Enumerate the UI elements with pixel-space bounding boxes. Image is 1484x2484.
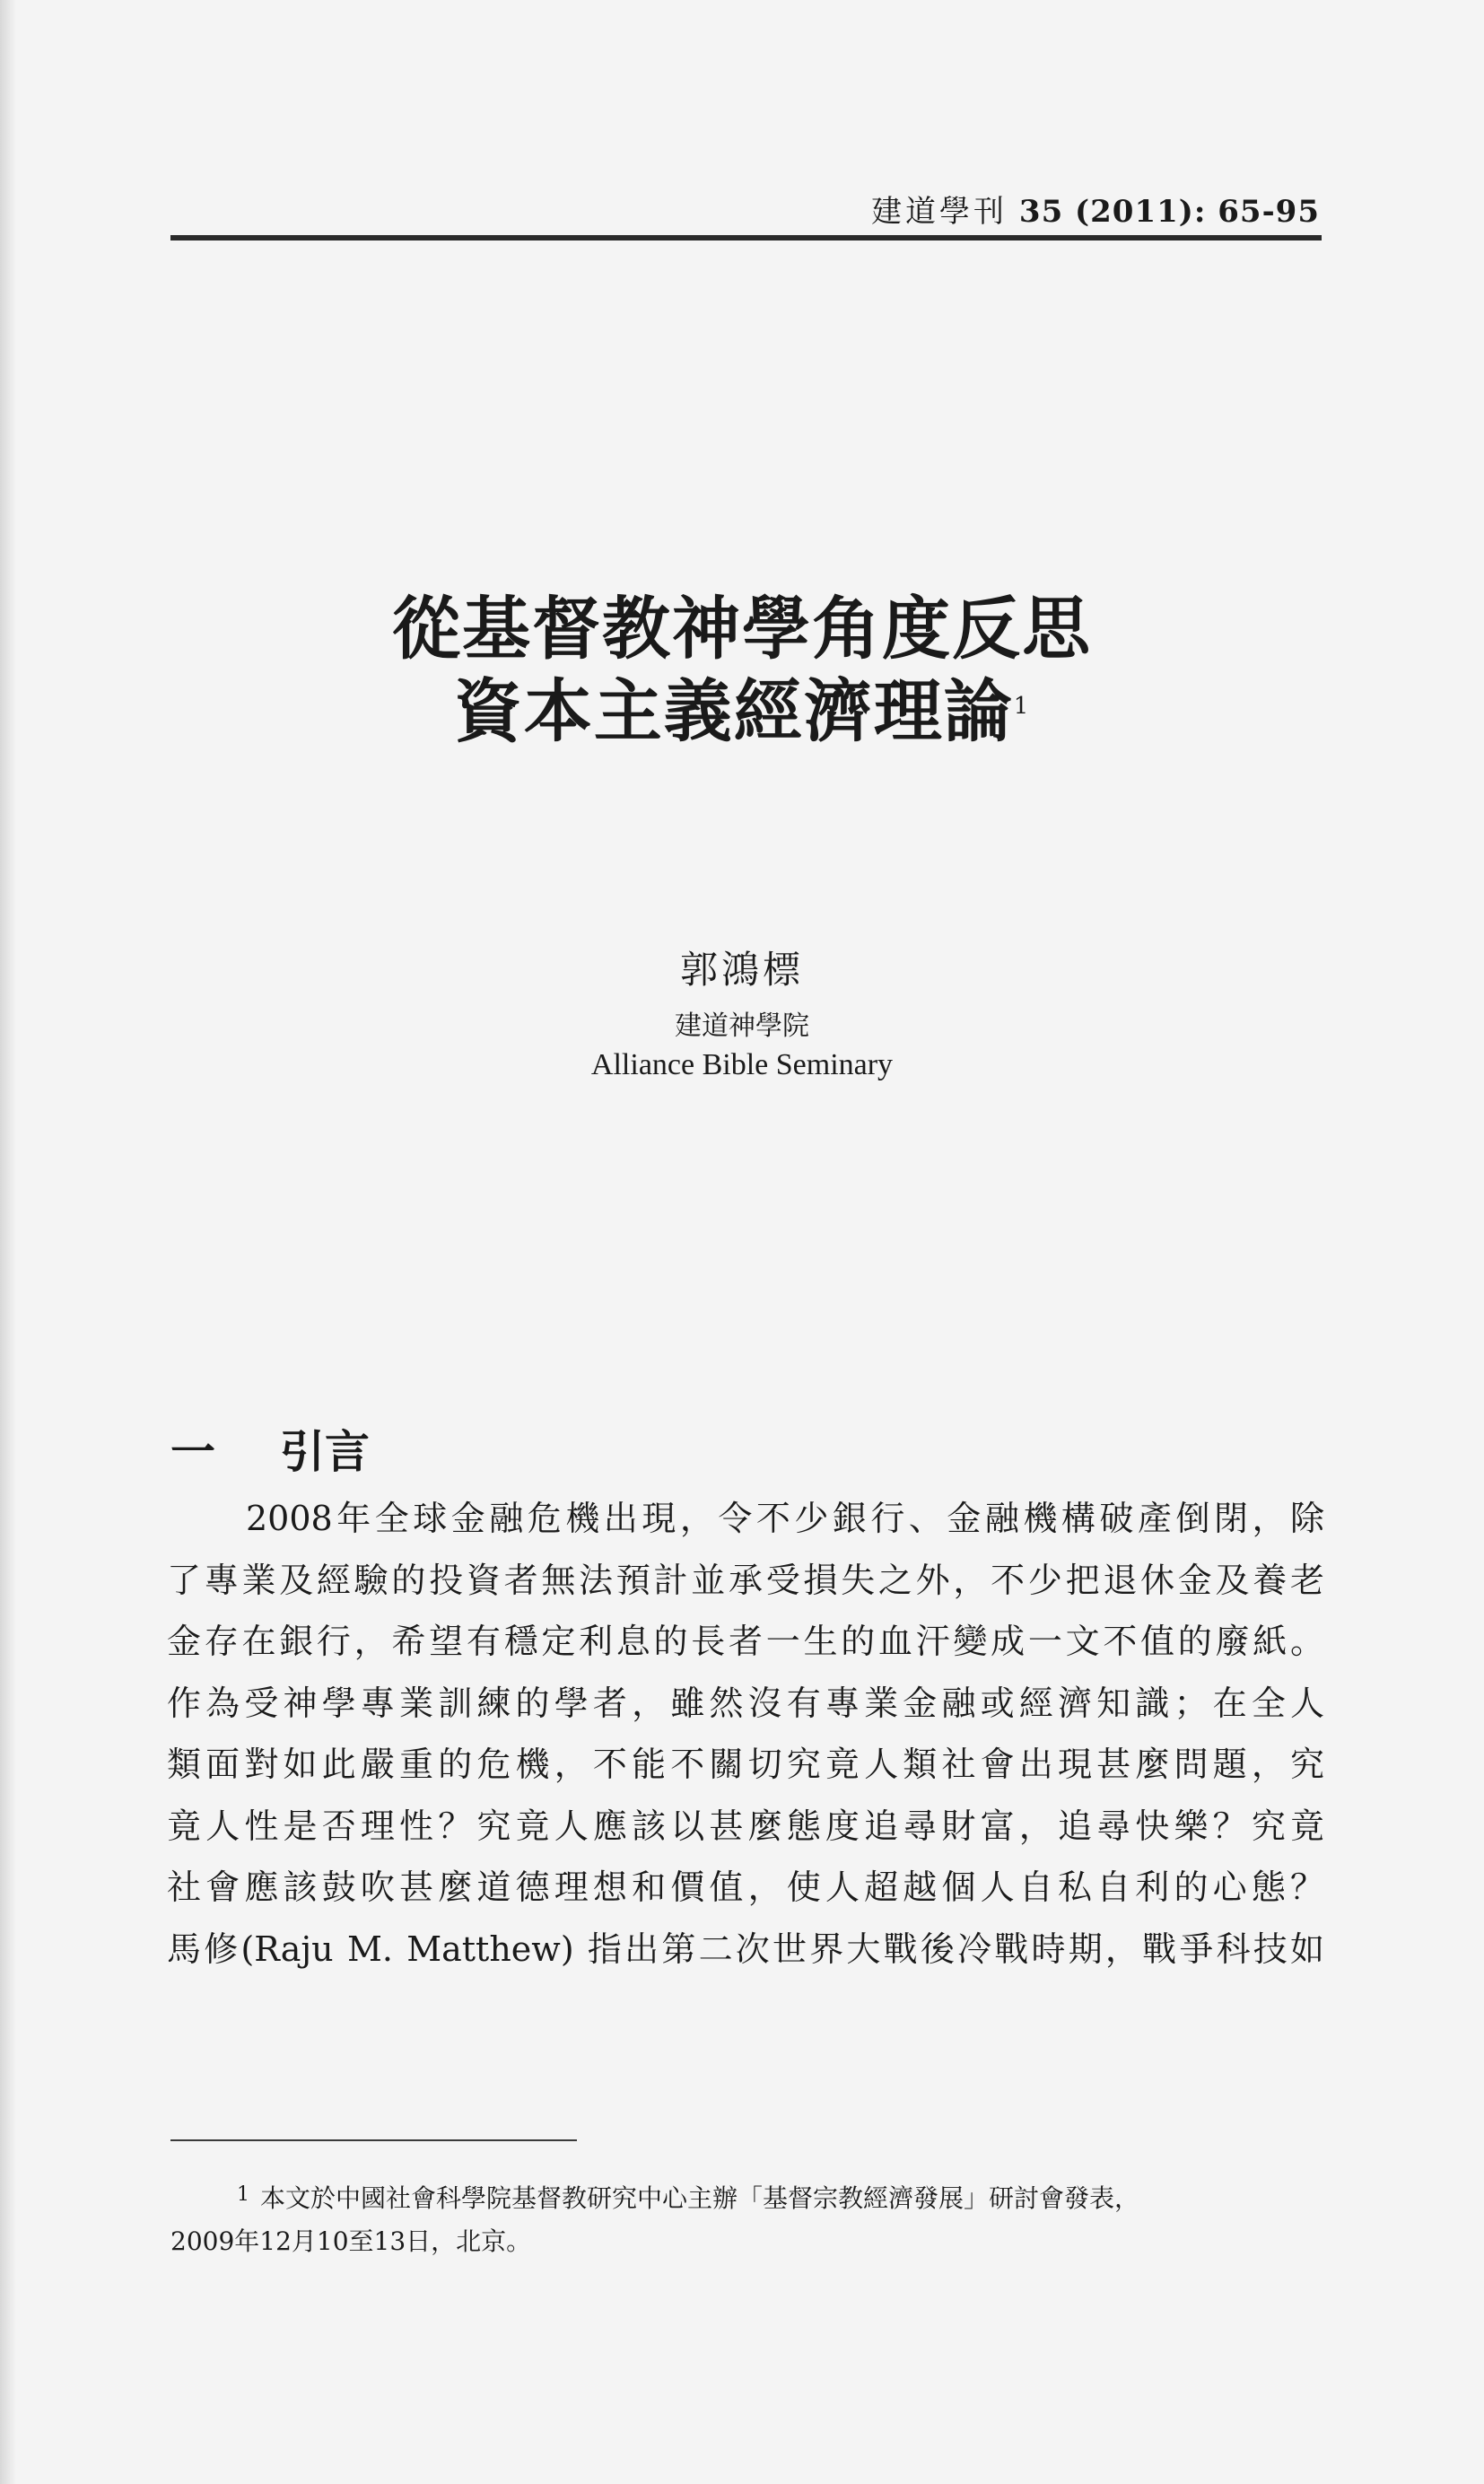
title-line-2: 資本主義經濟理論 bbox=[453, 671, 1014, 751]
footnote-text-2: 2009年12月10至13日，北京。 bbox=[170, 2226, 532, 2256]
title-footnote-mark[interactable]: 1 bbox=[1013, 693, 1031, 720]
paragraph-line: 作為受神學專業訓練的學者，雖然沒有專業金融或經濟知識；在全人 bbox=[167, 1683, 1324, 1723]
author-name: 郭鴻標 bbox=[679, 948, 804, 992]
paragraph-line: 了專業及經驗的投資者無法預計並承受損失之外，不少把退休金及養老 bbox=[167, 1560, 1324, 1600]
running-header bbox=[871, 187, 1320, 231]
body-paragraph bbox=[167, 1488, 1324, 1980]
header-rule bbox=[170, 235, 1322, 241]
footnote-text-1: 本文於中國社會科學院基督教研究中心主辦「基督宗教經濟發展」研討會發表， bbox=[260, 2183, 1140, 2213]
paragraph-line: 馬修(Raju M. Matthew) 指出第二次世界大戰後冷戰時期，戰爭科技如 bbox=[167, 1929, 1324, 1969]
journal-name: 建道學刊 bbox=[871, 194, 1008, 230]
affiliation-english: Alliance Bible Seminary bbox=[590, 1048, 894, 1081]
title-line-1: 從基督教神學角度反思 bbox=[392, 589, 1092, 669]
paragraph-line: 竟人性是否理性？究竟人應該以甚麼態度追尋財富，追尋快樂？究竟 bbox=[167, 1806, 1324, 1846]
footnote-divider bbox=[170, 2139, 577, 2141]
section-heading bbox=[170, 1416, 370, 1481]
article-title bbox=[0, 588, 1484, 753]
paragraph-line: 社會應該鼓吹甚麼道德理想和價值，使人超越個人自私自利的心態？ bbox=[167, 1867, 1324, 1907]
section-title: 引言 bbox=[280, 1426, 370, 1478]
title-line-2-wrap bbox=[0, 670, 1484, 753]
paragraph-line: 2008年全球金融危機出現，令不少銀行、金融機構破產倒閉，除 bbox=[246, 1499, 1324, 1538]
footnote-mark: 1 bbox=[237, 2183, 249, 2206]
paragraph-line: 類面對如此嚴重的危機，不能不關切究竟人類社會出現甚麼問題，究 bbox=[167, 1745, 1324, 1784]
page-edge-shadow bbox=[0, 0, 16, 2484]
section-number: 一 bbox=[170, 1426, 215, 1478]
journal-citation: 35 (2011): 65-95 bbox=[1018, 194, 1320, 230]
footnote bbox=[170, 2177, 1322, 2263]
paragraph-line: 金存在銀行，希望有穩定利息的長者一生的血汗變成一文不值的廢紙。 bbox=[167, 1622, 1324, 1661]
affiliation-chinese: 建道神學院 bbox=[675, 1010, 809, 1042]
footnote-line-1 bbox=[170, 2177, 1322, 2220]
